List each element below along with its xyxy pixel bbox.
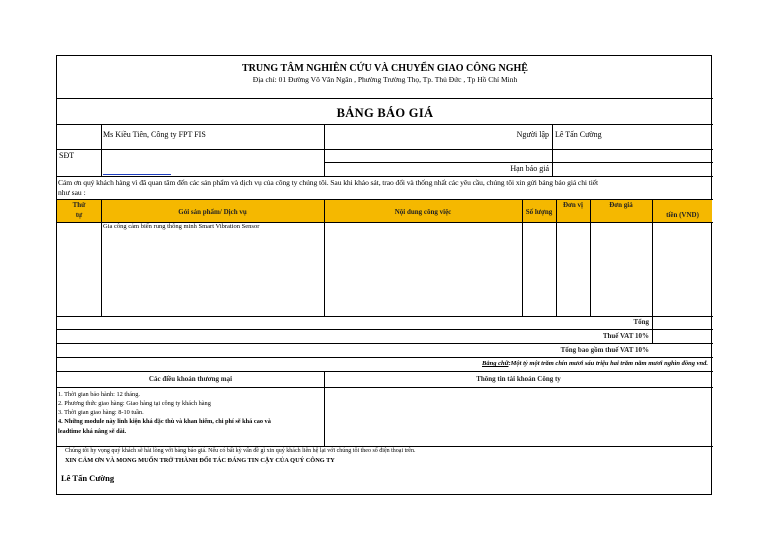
deadline-field[interactable] xyxy=(555,163,705,175)
phone-label: SĐT xyxy=(59,151,75,160)
col-product: Gói sản phẩm/ Dịch vụ xyxy=(178,208,247,216)
term-4-cont: leadtime khá nâng sẽ dài. xyxy=(58,428,127,435)
signer-name: Lê Tấn Cường xyxy=(61,473,115,483)
org-name: TRUNG TÂM NGHIÊN CỨU VÀ CHUYỂN GIAO CÔNG NGHỆ xyxy=(242,63,528,74)
term-3: 3. Thời gian giao hàng: 8-10 tuần. xyxy=(58,409,144,416)
col-stt-2: tự xyxy=(75,211,83,219)
creator-label: Người lập xyxy=(516,130,549,139)
creator-name: Lê Tấn Cường xyxy=(555,130,602,139)
divider xyxy=(57,124,713,125)
divider xyxy=(57,98,713,99)
org-address: Địa chỉ: 01 Đường Võ Văn Ngân , Phường Trường Thọ, Tp. Thủ Đức , Tp Hồ Chí Minh xyxy=(252,75,518,84)
term-1: 1. Thời gian bảo hành: 12 tháng. xyxy=(58,391,140,398)
col-unit: Đơn vị xyxy=(562,201,584,209)
quotation-sheet xyxy=(56,55,712,495)
vat-label: Thuế VAT 10% xyxy=(602,332,649,340)
intro-text-2: như sau : xyxy=(58,188,86,197)
term-2: 2. Phương thức giao hàng: Giao hàng tại công ty khách hàng xyxy=(58,400,211,407)
footer-thanks: XIN CẢM ƠN VÀ MONG MUỐN TRỞ THÀNH ĐỐI TÁC ĐÁNG TIN CẬY CỦA QUÝ CÔNG TY xyxy=(65,457,335,464)
account-title: Thông tin tài khoản Công ty xyxy=(476,375,561,383)
document-title: BẢNG BÁO GIÁ xyxy=(336,106,434,120)
customer-name: Ms Kiều Tiên, Công ty FPT FIS xyxy=(103,130,206,139)
phone-underline xyxy=(103,174,171,175)
in-words-label: Bằng chữ xyxy=(482,360,509,367)
col-qty: Số lượng xyxy=(525,208,553,216)
total-label: Tổng xyxy=(633,318,649,326)
table-row: Gia công cảm biến rung thông minh Smart Vibration Sensor xyxy=(103,223,260,230)
intro-text: Cảm ơn quý khách hàng vì đã quan tâm đến các sản phẩm và dịch vụ của công ty chúng tôi. Sau khi khảo sát, trao đổi và thống nhất các yêu cầu, chúng tôi xin gửi bảng báo giá chi tiết xyxy=(58,178,599,187)
deadline-label: Hạn báo giá xyxy=(510,164,549,173)
col-amount: tiền (VND) xyxy=(666,211,699,219)
total-vat-label: Tổng bao gồm thuế VAT 10% xyxy=(560,346,649,354)
in-words xyxy=(482,361,708,368)
terms-title: Các điều khoản thương mại xyxy=(148,375,233,383)
col-stt: Thứ xyxy=(72,201,86,209)
in-words-value: :Một tỷ một trăm chín mươi sáu triệu hai trăm năm mươi nghìn đồng vnđ. xyxy=(508,360,708,367)
col-price: Đơn giá xyxy=(609,201,633,209)
col-content: Nội dung công việc xyxy=(394,208,452,216)
phone-field[interactable] xyxy=(103,150,323,162)
term-4: 4. Những module này linh kiện khá đặc thù và khan hiếm, chi phí sẽ khá cao và xyxy=(58,418,271,425)
footer-note: Chúng tôi hy vọng quý khách sẽ hài lòng với bảng báo giá. Nếu có bất kỳ vấn đề gì xin quý khách liên hệ lại với chúng tôi theo số điện thoại trên. xyxy=(65,448,416,454)
